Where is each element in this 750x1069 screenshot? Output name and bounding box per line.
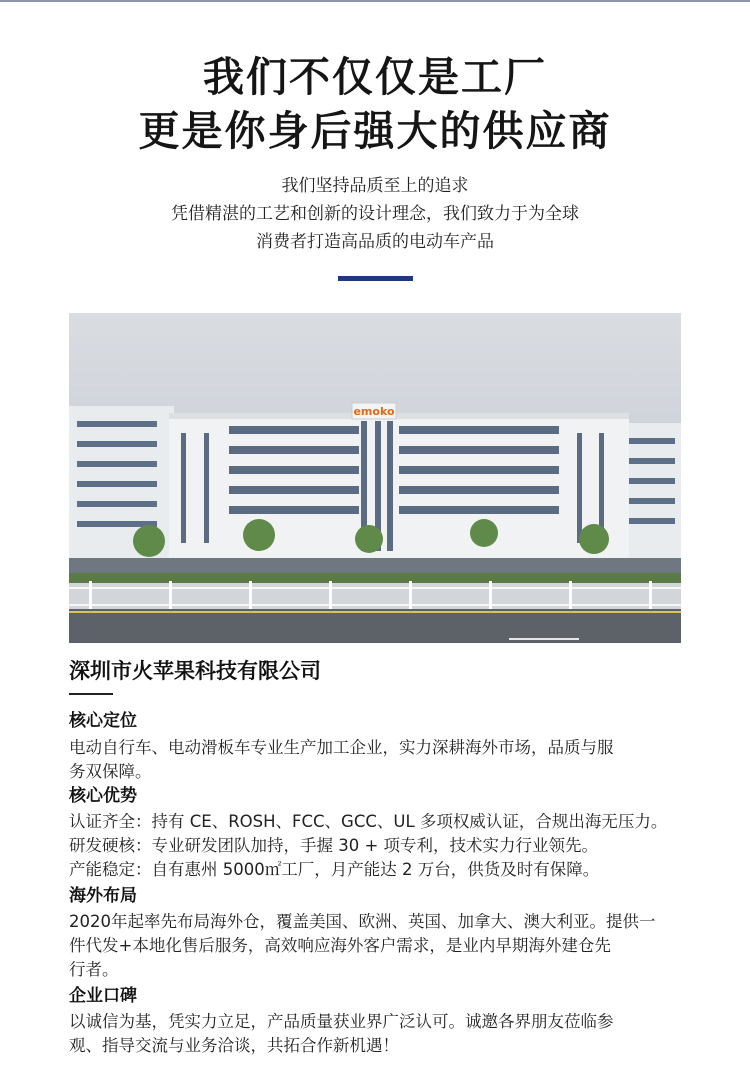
section-text-line: 观、指导交流与业务洽谈，共拓合作新机遇！ [69,1036,399,1055]
section-text-line: 认证齐全：持有 CE、ROSH、FCC、GCC、UL 多项权威认证，合规出海无压力。 [69,812,668,831]
section-text-line: 行者。 [69,960,119,979]
section-text-line: 2020年起率先布局海外仓，覆盖美国、欧洲、英国、加拿大、澳大利亚。提供一 [69,912,656,931]
section-title-advantages: 核心优势 [69,786,137,806]
section-text-line: 产能稳定：自有惠州 5000㎡工厂，月产能达 2 万台，供货及时有保障。 [69,860,600,879]
section-text-line: 件代发+本地化售后服务，高效响应海外客户需求，是业内早期海外建仓先 [69,936,611,955]
top-border-line [0,0,750,2]
section-text-line: 务双保障。 [69,762,152,781]
building-sign: emoko [353,405,395,418]
section-text-line: 研发硬核：专业研发团队加持，手握 30 + 项专利，技术实力行业领先。 [69,836,599,855]
section-title-reputation: 企业口碑 [69,986,137,1006]
company-underline [69,693,113,695]
accent-divider [338,276,413,281]
section-text-line: 电动自行车、电动滑板车专业生产加工企业，实力深耕海外市场，品质与服 [69,738,614,757]
headline-line-2: 更是你身后强大的供应商 [138,107,612,155]
factory-illustration [69,313,681,643]
factory-photo [69,313,681,643]
company-name: 深圳市火苹果科技有限公司 [69,659,321,683]
section-title-positioning: 核心定位 [69,711,137,731]
section-title-overseas: 海外布局 [69,886,137,906]
subtitle-line-2: 凭借精湛的工艺和创新的设计理念，我们致力于为全球 [171,204,579,224]
section-text-line: 以诚信为基，凭实力立足，产品质量获业界广泛认可。诚邀各界朋友莅临参 [69,1012,614,1031]
headline-line-1: 我们不仅仅是工厂 [203,53,547,101]
subtitle-line-3: 消费者打造高品质的电动车产品 [256,232,494,252]
subtitle-line-1: 我们坚持品质至上的追求 [281,176,469,196]
